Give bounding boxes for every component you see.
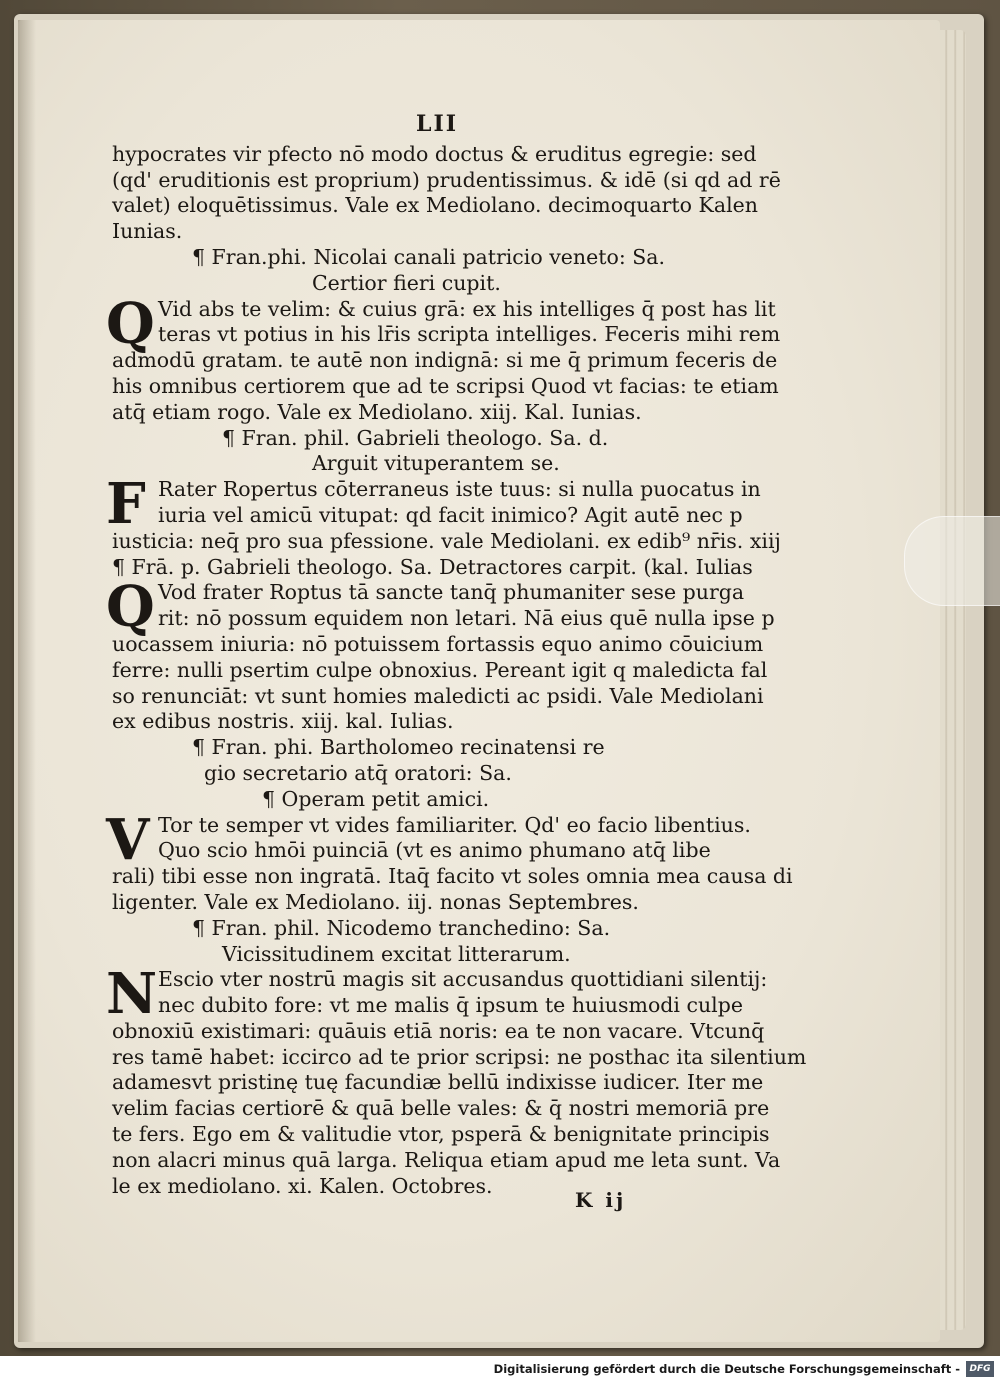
text-line: te fers. Ego em & valitudie vtor, psperā & benignitate principis bbox=[112, 1122, 770, 1147]
text-line: so renunciāt: vt sunt homies maledicti ac psidi. Vale Mediolani bbox=[112, 683, 764, 708]
text-line: Quo scio hmōi puinciā (vt es animo phumano atq̄ libe bbox=[158, 838, 711, 863]
letter-subject: ¶ Operam petit amici. bbox=[262, 786, 490, 811]
page-text bbox=[106, 111, 807, 1199]
initial-letter: N bbox=[106, 961, 158, 1028]
letter-subject: Certior fieri cupit. bbox=[312, 270, 501, 295]
text-line: Tor te semper vt vides familiariter. Qd' eo facio libentius. bbox=[158, 812, 751, 837]
text-line: valet) eloquētissimus. Vale ex Mediolano. decimoquarto Kalen bbox=[112, 193, 758, 218]
letter-subject: Vicissitudinem excitat litterarum. bbox=[222, 941, 571, 966]
letter-subject: Arguit vituperantem se. bbox=[312, 451, 560, 476]
initial-letter: Q bbox=[106, 574, 155, 641]
letter-heading: ¶ Fran. phil. Gabrieli theologo. Sa. d. bbox=[222, 425, 609, 450]
intro-block bbox=[112, 141, 781, 245]
letter-5 bbox=[106, 915, 807, 1200]
text-line: le ex mediolano. xi. Kalen. Octobres. bbox=[112, 1173, 493, 1198]
letter-heading: gio secretario atq̄ oratori: Sa. bbox=[204, 760, 512, 785]
initial-letter: Q bbox=[106, 290, 155, 357]
text-line: adamesvt pristinę tuę facundiæ bellū indixisse iudicer. Iter me bbox=[112, 1070, 764, 1095]
text-line: Rater Ropertus cōterraneus iste tuus: si nulla puocatus in bbox=[158, 477, 761, 502]
letter-heading: ¶ Fran.phi. Nicolai canali patricio veneto: Sa. bbox=[192, 244, 666, 269]
letter-body bbox=[106, 806, 793, 916]
letter-1 bbox=[106, 244, 781, 426]
letter-body bbox=[106, 574, 775, 735]
text-line: ligenter. Vale ex Mediolano. iij. nonas Septembres. bbox=[112, 889, 639, 914]
text-line: nec dubito fore: vt me malis q̄ ipsum te huiusmodi culpe bbox=[158, 993, 743, 1018]
text-line: rali) tibi esse non ingratā. Itaq̄ facito vt soles omnia mea causa di bbox=[112, 864, 793, 889]
letter-body bbox=[106, 471, 781, 554]
letter-body bbox=[106, 961, 807, 1199]
letter-2 bbox=[106, 425, 781, 555]
folio-number: LII bbox=[415, 111, 459, 137]
page-clip bbox=[904, 516, 1000, 606]
text-line: his omnibus certiorem que ad te scripsi Quod vt facias: te etiam bbox=[112, 373, 779, 398]
text-line: Vod frater Roptus tā sancte tanq̄ phumaniter sese purga bbox=[158, 580, 745, 605]
digitization-footer bbox=[0, 1356, 1000, 1384]
text-line: Escio vter nostrū magis sit accusandus quottidiani silentij: bbox=[158, 967, 768, 992]
text-line: iusticia: neq̄ pro sua pfessione. vale Mediolani. ex edib⁹ nr̄is. xiij bbox=[112, 528, 781, 553]
letter-heading: ¶ Fran. phi. Bartholomeo recinatensi re bbox=[192, 735, 605, 760]
letter-heading: ¶ Frā. p. Gabrieli theologo. Sa. Detractores carpit. (kal. Iulias bbox=[112, 554, 753, 579]
text-line: hypocrates vir pfecto nō modo doctus & eruditus egregie: sed bbox=[112, 141, 757, 166]
text-line: rit: nō possum equidem non letari. Nā eius quē nulla ipse p bbox=[158, 606, 775, 631]
funding-note: Digitalisierung gefördert durch die Deutsche Forschungsgemeinschaft - bbox=[493, 1362, 960, 1376]
text-line: admodū gratam. te autē non indignā: si me q̄ primum feceris de bbox=[112, 348, 778, 373]
letter-heading: ¶ Fran. phil. Nicodemo tranchedino: Sa. bbox=[192, 915, 611, 940]
text-line: uocassem iniuria: nō potuissem fortassis equo animo cōuicium bbox=[112, 631, 764, 656]
text-line: ex edibus nostris. xiij. kal. Iulias. bbox=[112, 709, 454, 734]
text-line: atq̄ etiam rogo. Vale ex Mediolano. xiij. Kal. Iunias. bbox=[112, 399, 642, 424]
text-line: res tamē habet: iccirco ad te prior scripsi: ne posthac ita silentium bbox=[112, 1044, 807, 1069]
initial-letter: F bbox=[106, 471, 146, 538]
initial-letter: V bbox=[106, 806, 150, 873]
text-line: obnoxiū existimari: quāuis etiā noris: ea te non vacare. Vtcunq̄ bbox=[112, 1018, 765, 1043]
text-line: Iunias. bbox=[112, 219, 183, 244]
text-line: iuria vel amicū vitupat: qd facit inimico? Agit autē nec p bbox=[158, 502, 743, 527]
letter-4 bbox=[106, 735, 793, 916]
text-line: Vid abs te velim: & cuius grā: ex his intelliges q̄ post has lit bbox=[158, 296, 776, 321]
text-line: velim facias certiorē & quā belle vales: & q̄ nostri memoriā pre bbox=[112, 1096, 770, 1121]
signature-mark: K ij bbox=[575, 1188, 627, 1212]
text-line: teras vt potius in his lr̄is scripta intelliges. Feceris mihi rem bbox=[158, 322, 781, 347]
letter-body bbox=[106, 290, 781, 426]
text-line: (qd' eruditionis est proprium) prudentissimus. & idē (si qd ad rē bbox=[112, 167, 781, 192]
page-gutter-shadow bbox=[18, 20, 36, 1342]
dfg-logo: DFG bbox=[966, 1361, 994, 1377]
text-line: non alacri minus quā larga. Reliqua etiam apud me leta sunt. Va bbox=[112, 1147, 781, 1172]
text-line: ferre: nulli psertim culpe obnoxius. Pereant igit q maledicta fal bbox=[112, 657, 768, 682]
letter-3 bbox=[106, 554, 775, 736]
